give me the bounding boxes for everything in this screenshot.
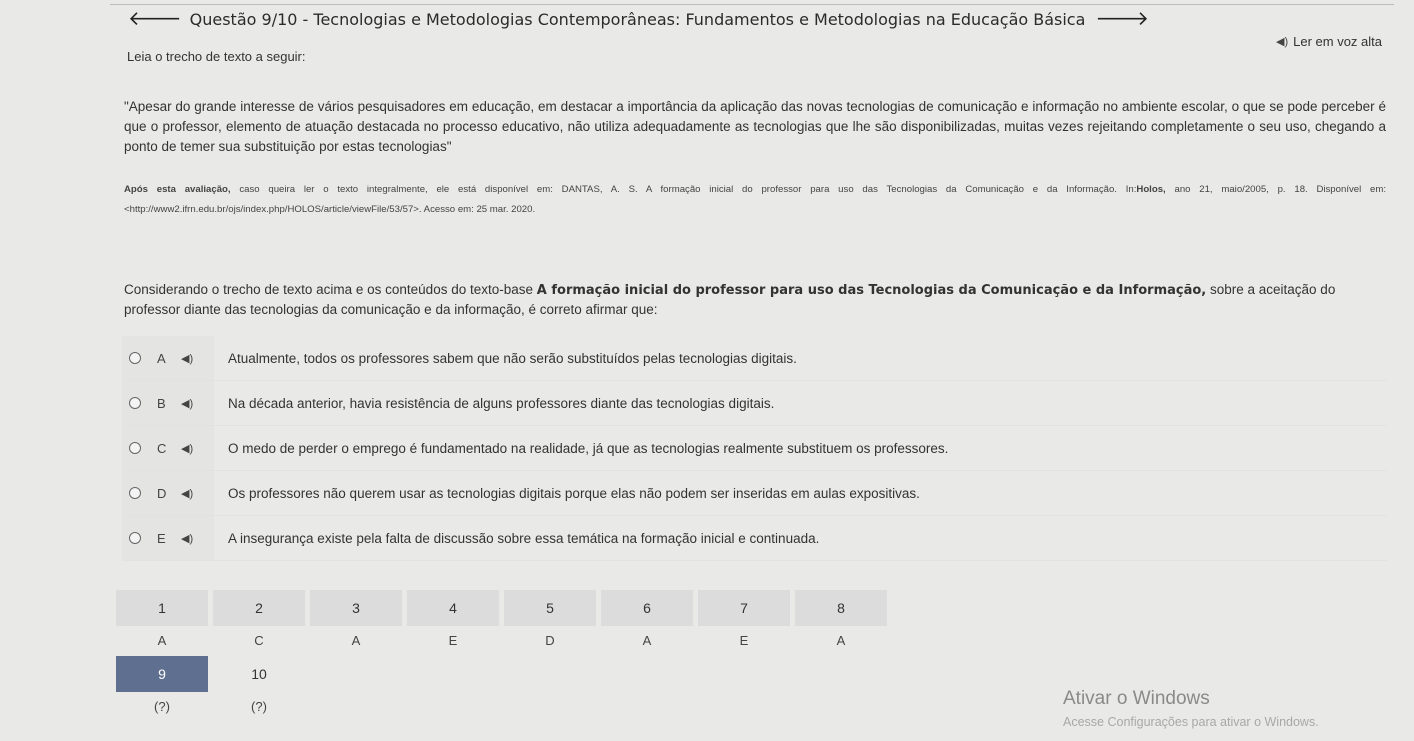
- nav-question-9[interactable]: [116, 656, 208, 722]
- speaker-icon[interactable]: ◀): [181, 442, 194, 455]
- watermark-subtitle: Acesse Configurações para ativar o Windows.: [1063, 715, 1319, 729]
- nav-answer: C: [254, 633, 264, 648]
- watermark-title: Ativar o Windows: [1063, 688, 1210, 709]
- option-letter: C: [157, 440, 167, 456]
- read-aloud-label: Ler em voz alta: [1293, 34, 1382, 49]
- nav-question-8[interactable]: [795, 590, 887, 656]
- nav-number: 5: [504, 590, 596, 626]
- source-journal: Holos,: [1136, 184, 1166, 195]
- navigation-row-2: [116, 656, 892, 722]
- option-d[interactable]: [122, 471, 1387, 516]
- option-text: Atualmente, todos os professores sabem que não serão substituídos pelas tecnologias digitais.: [228, 350, 797, 366]
- nav-answer: (?): [251, 699, 267, 714]
- option-letter: A: [157, 350, 166, 366]
- nav-question-6[interactable]: [601, 590, 693, 656]
- option-a[interactable]: [122, 336, 1387, 381]
- nav-question-1[interactable]: [116, 590, 208, 656]
- nav-answer: E: [739, 633, 749, 648]
- nav-question-7[interactable]: [698, 590, 790, 656]
- nav-number: 9: [116, 656, 208, 692]
- radio-button[interactable]: [129, 532, 141, 544]
- source-text-2: ano 21, maio/2005, p. 18. Disponível em: <http://www2.ifrn.edu.br/ojs/index.php/HOLOS/article/viewFile/53/57>. Acesso em: 25 mar. 2020.: [124, 184, 1387, 215]
- speaker-icon: ◀): [1276, 36, 1289, 48]
- option-letter: E: [157, 530, 166, 546]
- nav-answer: A: [351, 633, 361, 648]
- nav-number: 6: [601, 590, 693, 626]
- question-pre: Considerando o trecho de texto acima e os conteúdos do texto-base: [124, 282, 537, 297]
- nav-answer: E: [448, 633, 458, 648]
- source-text-1: caso queira ler o texto integralmente, ele está disponível em: DANTAS, A. S. A formação inicial do professor para uso das Tecnologias da Comunicação e da Informação. In:: [230, 184, 1137, 195]
- nav-number: 1: [116, 590, 208, 626]
- radio-button[interactable]: [129, 487, 141, 499]
- speaker-icon[interactable]: ◀): [181, 532, 194, 545]
- option-text: A insegurança existe pela falta de discussão sobre essa temática na formação inicial e continuada.: [228, 530, 820, 546]
- option-c[interactable]: [122, 426, 1387, 471]
- option-letter: B: [157, 395, 166, 411]
- radio-button[interactable]: [129, 397, 141, 409]
- option-e[interactable]: [122, 516, 1387, 561]
- nav-answer: A: [642, 633, 652, 648]
- option-letter: D: [157, 485, 167, 501]
- nav-question-3[interactable]: [310, 590, 402, 656]
- question-header: [128, 7, 1149, 31]
- nav-number: 8: [795, 590, 887, 626]
- option-text: Na década anterior, havia resistência de alguns professores diante das tecnologias digitais.: [228, 395, 775, 411]
- nav-number: 2: [213, 590, 305, 626]
- radio-button[interactable]: [129, 352, 141, 364]
- source-reference: [124, 180, 1386, 220]
- source-lead: Após esta avaliação,: [124, 184, 231, 195]
- radio-button[interactable]: [129, 442, 141, 454]
- question-bold: A formação inicial do professor para uso das Tecnologias da Comunicação e da Informação,: [536, 283, 1207, 298]
- nav-question-10[interactable]: [213, 656, 305, 722]
- windows-activation-watermark: [1063, 688, 1319, 729]
- read-aloud-button[interactable]: [1276, 34, 1382, 49]
- previous-arrow-icon[interactable]: 🡐: [128, 8, 182, 30]
- nav-answer: A: [836, 633, 846, 648]
- nav-question-4[interactable]: [407, 590, 499, 656]
- option-b[interactable]: [122, 381, 1387, 426]
- navigation-row-1: [116, 590, 892, 656]
- speaker-icon[interactable]: ◀): [181, 352, 194, 365]
- next-arrow-icon[interactable]: 🡒: [1095, 8, 1150, 30]
- nav-answer: A: [157, 633, 167, 648]
- nav-question-2[interactable]: [213, 590, 305, 656]
- nav-number: 10: [251, 666, 267, 682]
- top-divider: [110, 4, 1394, 5]
- nav-number: 4: [407, 590, 499, 626]
- option-text: O medo de perder o emprego é fundamentado na realidade, já que as tecnologias realmente substituem os professores.: [228, 440, 949, 456]
- question-navigation: [116, 590, 892, 722]
- nav-answer: D: [545, 633, 555, 648]
- question-statement: [124, 280, 1386, 319]
- question-post: sobre a aceitação do professor diante das tecnologias da comunicação e da informação, é correto afirmar que:: [124, 282, 1336, 317]
- option-text: Os professores não querem usar as tecnologias digitais porque elas não podem ser inseridas em aulas expositivas.: [228, 485, 920, 501]
- speaker-icon[interactable]: ◀): [181, 397, 194, 410]
- answer-options: [122, 336, 1387, 561]
- nav-answer: (?): [154, 699, 170, 714]
- nav-number: 3: [310, 590, 402, 626]
- quoted-passage: "Apesar do grande interesse de vários pesquisadores em educação, em destacar a importância da aplicação das novas tecnologias de comunicação e informação no ambiente escolar, o que se pode perceber é que o professor, elemento de atuação destacada no processo educativo, não utiliza adequadamente as tecnologias que lhe são disponibilizadas, muitas vezes rejeitando completamente o seu uso, chegando a ponto de temer sua substituição por estas tecnologias": [124, 99, 1386, 154]
- nav-number: 7: [698, 590, 790, 626]
- page-title: Questão 9/10 - Tecnologias e Metodologias Contemporâneas: Fundamentos e Metodologias na Educação Básica: [189, 9, 1086, 29]
- speaker-icon[interactable]: ◀): [181, 487, 194, 500]
- nav-question-5[interactable]: [504, 590, 596, 656]
- intro-text: Leia o trecho de texto a seguir:: [127, 49, 306, 64]
